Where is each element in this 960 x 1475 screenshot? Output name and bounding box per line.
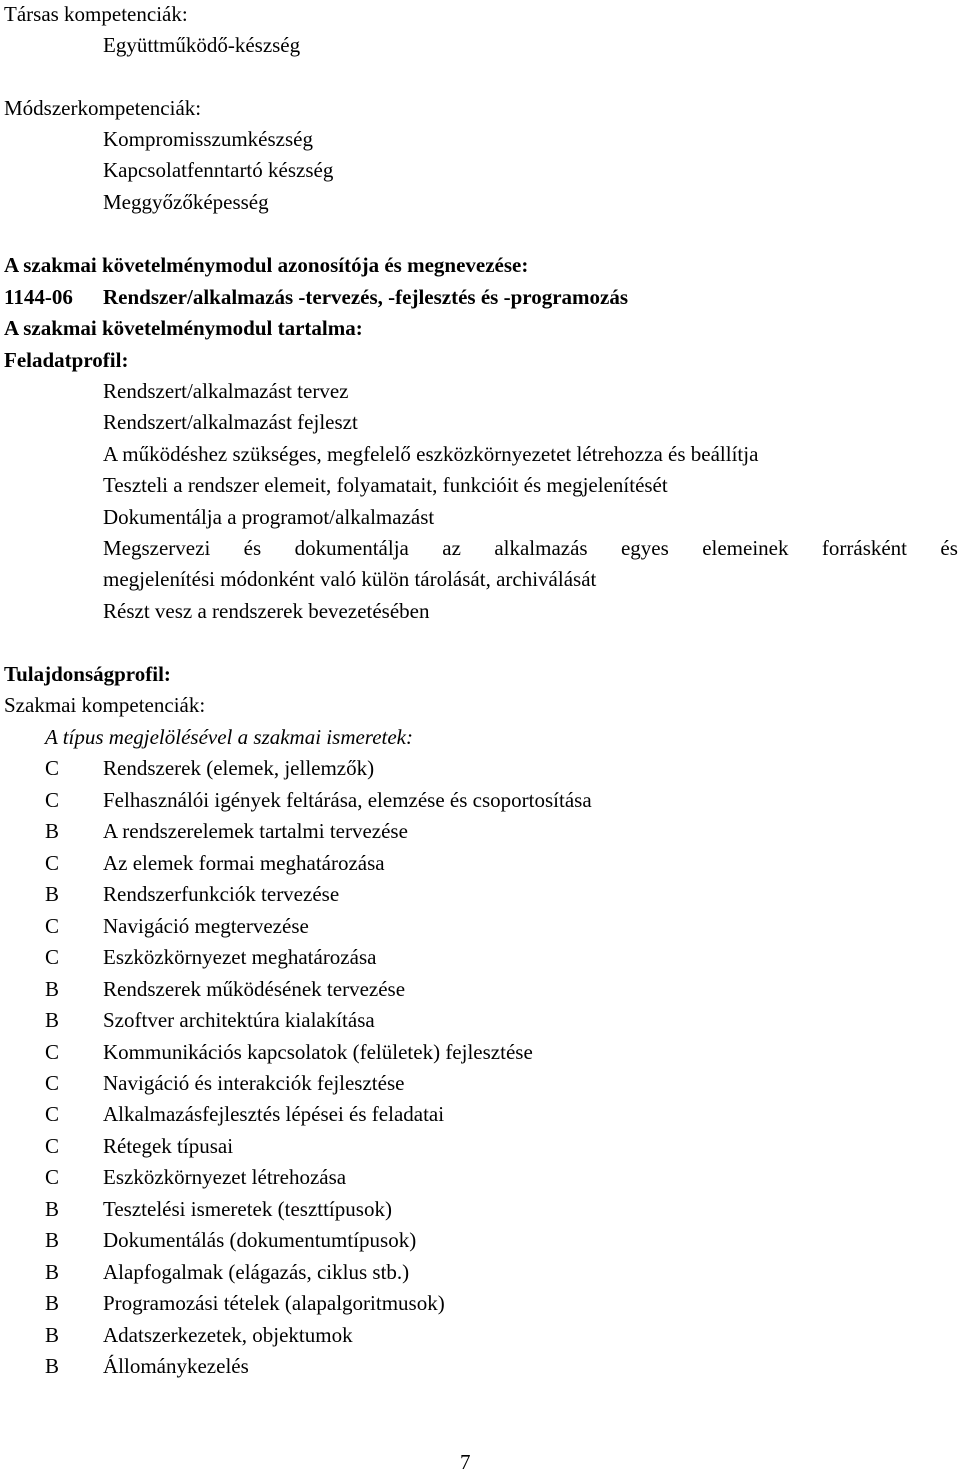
grade-letter: C <box>45 1071 60 1095</box>
feladat-item: A működéshez szükséges, megfelelő eszközkörnyezetet létrehozza és beállítja <box>103 442 759 466</box>
grade-letter: C <box>45 1040 60 1064</box>
grade-letter: B <box>45 1323 60 1347</box>
item-text: Rétegek típusai <box>103 1134 234 1158</box>
grade-letter: C <box>45 914 60 938</box>
item-text: A rendszerelemek tartalmi tervezése <box>103 819 408 843</box>
feladat-item-continuation: megjelenítési módonként való külön tárolását, archiválását <box>103 567 597 591</box>
item-text: Programozási tételek (alapalgoritmusok) <box>103 1291 445 1315</box>
item-text: Navigáció és interakciók fejlesztése <box>103 1071 405 1095</box>
word: forrásként <box>821 536 908 560</box>
item-text: Az elemek formai meghatározása <box>103 851 385 875</box>
grade-letter: C <box>45 756 60 780</box>
item-text: Tesztelési ismeretek (teszttípusok) <box>103 1197 392 1221</box>
grade-letter: B <box>45 1260 60 1284</box>
modul-id-heading: A szakmai követelménymodul azonosítója és megnevezése: <box>4 253 529 277</box>
item-text: Eszközkörnyezet meghatározása <box>103 945 377 969</box>
tulajdonsag-heading: Tulajdonságprofil: <box>4 662 171 686</box>
modul-name: Rendszer/alkalmazás -tervezés, -fejlesztés és -programozás <box>103 285 629 309</box>
word: Megszervezi <box>103 536 211 560</box>
item-text: Kommunikációs kapcsolatok (felületek) fejlesztése <box>103 1040 533 1064</box>
modszer-heading: Módszerkompetenciák: <box>4 96 202 120</box>
word: egyes <box>620 536 669 560</box>
grade-letter: B <box>45 1291 60 1315</box>
modszer-item: Kompromisszumkészség <box>103 127 313 151</box>
item-text: Szoftver architektúra kialakítása <box>103 1008 375 1032</box>
item-text: Dokumentálás (dokumentumtípusok) <box>103 1228 417 1252</box>
modszer-item: Meggyőzőképesség <box>103 190 269 214</box>
item-text: Rendszerfunkciók tervezése <box>103 882 340 906</box>
grade-letter: B <box>45 1197 60 1221</box>
grade-letter: B <box>45 819 60 843</box>
grade-letter: C <box>45 1102 60 1126</box>
grade-letter: B <box>45 1228 60 1252</box>
word: dokumentálja <box>294 536 409 560</box>
grade-letter: C <box>45 788 60 812</box>
word: elemeinek <box>702 536 789 560</box>
grade-letter: B <box>45 1354 60 1378</box>
word: és <box>940 536 958 560</box>
grade-letter: C <box>45 851 60 875</box>
item-text: Adatszerkezetek, objektumok <box>103 1323 353 1347</box>
page-number: 7 <box>460 1450 471 1474</box>
item-text: Alkalmazásfejlesztés lépései és feladatai <box>103 1102 445 1126</box>
feladat-item: Teszteli a rendszer elemeit, folyamatait, funkcióit és megjelenítését <box>103 473 668 497</box>
modszer-item: Kapcsolatfenntartó készség <box>103 158 334 182</box>
tipus-note: A típus megjelölésével a szakmai ismeretek: <box>45 725 413 749</box>
word: és <box>243 536 262 560</box>
item-text: Alapfogalmak (elágazás, ciklus stb.) <box>103 1260 410 1284</box>
szakmai-kompetenciak-heading: Szakmai kompetenciák: <box>4 693 206 717</box>
tarsas-item: Együttműködő-készség <box>103 33 301 57</box>
modul-content-heading: A szakmai követelménymodul tartalma: <box>4 316 363 340</box>
item-text: Navigáció megtervezése <box>103 914 309 938</box>
feladatprofil-heading: Feladatprofil: <box>4 348 129 372</box>
grade-letter: C <box>45 1165 60 1189</box>
grade-letter: C <box>45 1134 60 1158</box>
feladat-item: Részt vesz a rendszerek bevezetésében <box>103 599 430 623</box>
feladat-item-long <box>103 535 958 561</box>
grade-letter: C <box>45 945 60 969</box>
grade-letter: B <box>45 1008 60 1032</box>
item-text: Felhasználói igények feltárása, elemzése és csoportosítása <box>103 788 592 812</box>
word: alkalmazás <box>494 536 588 560</box>
grade-letter: B <box>45 977 60 1001</box>
feladat-item: Dokumentálja a programot/alkalmazást <box>103 505 435 529</box>
item-text: Rendszerek (elemek, jellemzők) <box>103 756 375 780</box>
feladat-item: Rendszert/alkalmazást tervez <box>103 379 349 403</box>
item-text: Állománykezelés <box>103 1354 249 1378</box>
word: az <box>442 536 461 560</box>
grade-letter: B <box>45 882 60 906</box>
feladat-item: Rendszert/alkalmazást fejleszt <box>103 410 358 434</box>
item-text: Eszközkörnyezet létrehozása <box>103 1165 347 1189</box>
tarsas-heading: Társas kompetenciák: <box>4 2 188 26</box>
item-text: Rendszerek működésének tervezése <box>103 977 406 1001</box>
modul-code: 1144-06 <box>4 285 73 309</box>
